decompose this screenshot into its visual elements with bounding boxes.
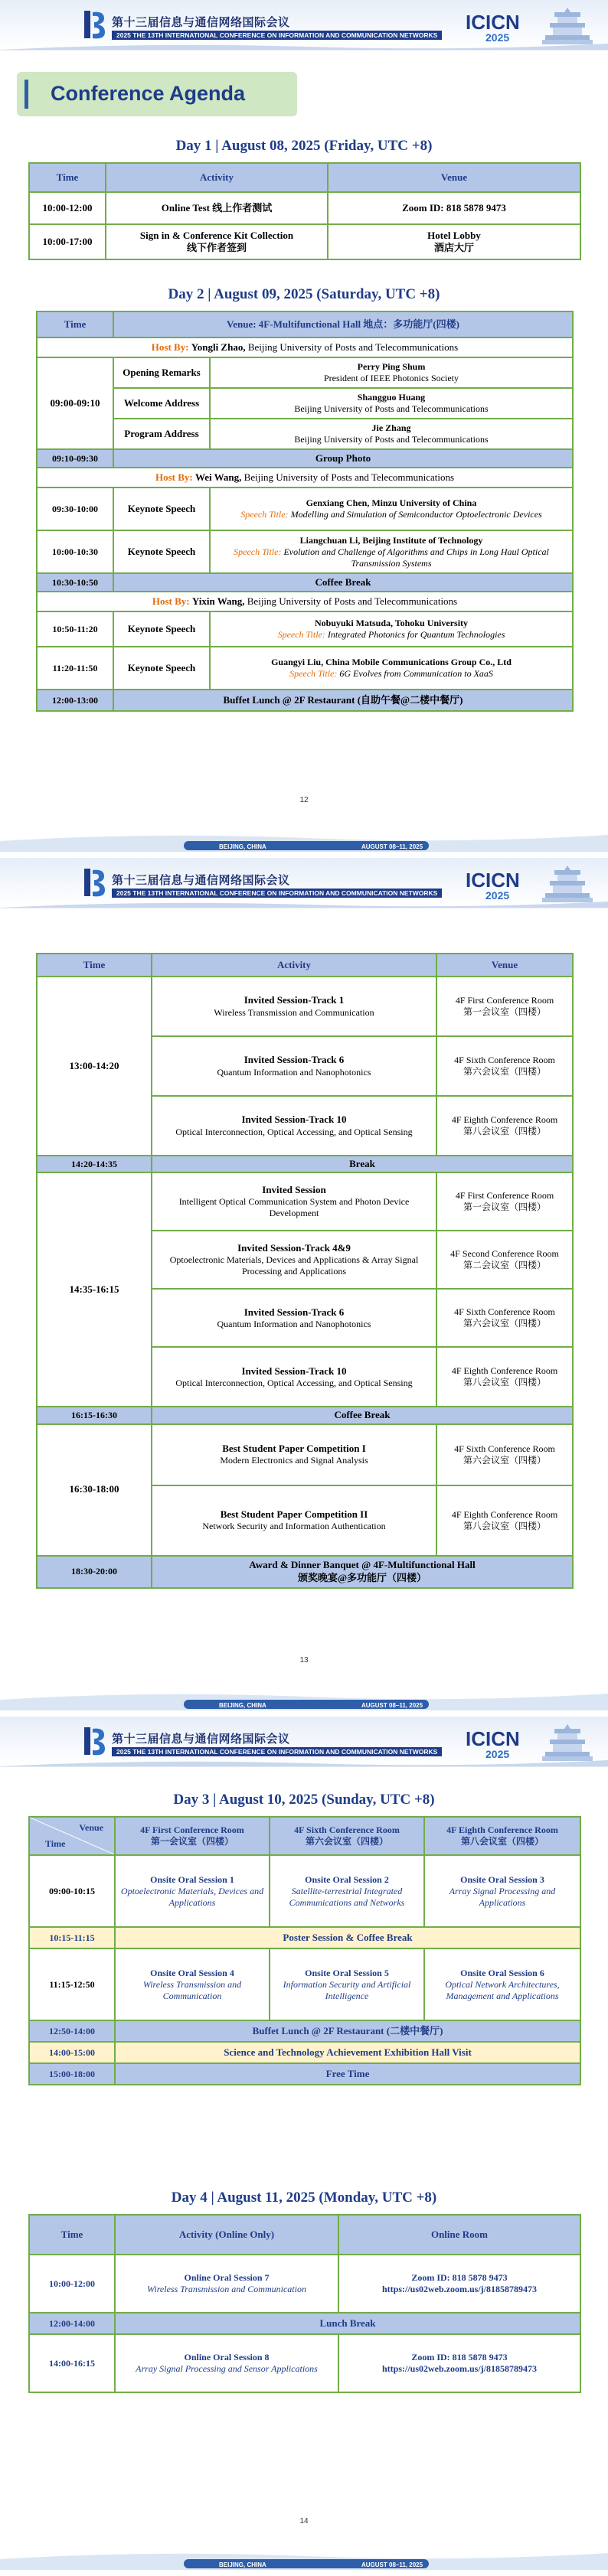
poster-session-row: Poster Session & Coffee Break [115, 1927, 580, 1948]
page-13 [0, 858, 608, 1717]
header-wave-decoration [0, 1759, 608, 1766]
dinner-text-cn: 颁奖晚宴@多功能厅（四楼） [297, 1571, 427, 1583]
session-cell [424, 1855, 580, 1927]
session-cell [152, 977, 436, 1036]
session-title: Invited Session-Track 4&9 [237, 1242, 351, 1254]
room-name-cn: 第一会议室（四楼） [150, 1836, 234, 1847]
time-cell: 12:00-14:00 [29, 2313, 115, 2334]
day2-heading: Day 2 | August 09, 2025 (Saturday, UTC +8) [168, 286, 440, 302]
speech-title-label: Speech Title: [240, 509, 289, 520]
col-activity: Activity [152, 954, 436, 977]
online-room-cell [338, 2255, 580, 2313]
venue-cell: Zoom ID: 818 5878 9473 [328, 192, 580, 224]
footer-wave-band [0, 2548, 608, 2570]
day2-morning-table [36, 311, 574, 712]
activity-cell: Online Test 线上作者测试 [106, 192, 328, 224]
room-name: 4F Sixth Conference Room [294, 1824, 400, 1835]
footer-wave-band [0, 830, 608, 852]
col-time: Time [29, 2215, 115, 2255]
page-header [0, 858, 608, 908]
col-venue: Venue [328, 163, 580, 192]
time-cell: 18:30-20:00 [37, 1556, 152, 1588]
header-english-title: 2025 THE 13TH INTERNATIONAL CONFERENCE ON INFORMATION AND COMMUNICATION NETWORKS [112, 889, 442, 898]
time-cell: 09:30-10:00 [37, 487, 113, 530]
venue-text-cn: 第八会议室（四楼） [463, 1520, 546, 1531]
zoom-link[interactable]: https://us02web.zoom.us/j/81858789473 [381, 2284, 537, 2294]
col-activity: Activity (Online Only) [115, 2215, 338, 2255]
page-12 [0, 0, 608, 858]
speech-title-label: Speech Title: [234, 546, 282, 557]
venue-text: 4F Sixth Conference Room [454, 1443, 555, 1454]
time-cell: 14:00-16:15 [29, 2334, 115, 2392]
venue-text-cn: 第六会议室（四楼） [463, 1066, 546, 1077]
icign-2025-logo [463, 866, 547, 902]
speaker-cell [210, 419, 573, 449]
host-affiliation: Beijing University of Posts and Telecommunications [247, 341, 459, 353]
venue-header: Venue: 4F-Multifunctional Hall 地点：多功能厅(四楼) [113, 311, 573, 337]
page-number: 14 [299, 2517, 309, 2525]
session-title: Invited Session-Track 6 [244, 1306, 345, 1318]
footer-dates: AUGUST 08–11, 2025 [361, 843, 423, 850]
session-title: Invited Session-Track 10 [241, 1114, 347, 1126]
header-wave-decoration [0, 42, 608, 50]
venue-cell [436, 977, 573, 1036]
zoom-id: Zoom ID: 818 5878 9473 [411, 2352, 508, 2362]
svg-text:2025: 2025 [485, 1748, 510, 1760]
speaker-affiliation: President of IEEE Photonics Society [324, 373, 459, 383]
venue-text: 4F Sixth Conference Room [454, 1306, 555, 1318]
speech-title: Evolution and Challenge of Algorithms and Chips in Long Haul Optical Transmission Systems [283, 546, 549, 569]
session-topic: Wireless Transmission and Communication [147, 2284, 306, 2294]
session-type: Opening Remarks [113, 357, 210, 388]
venue-text: 4F First Conference Room [455, 995, 554, 1006]
time-cell: 10:30-10:50 [37, 573, 113, 592]
host-row [37, 337, 573, 357]
lunch-row: Buffet Lunch @ 2F Restaurant (自助午餐@二楼中餐厅) [113, 690, 573, 711]
session-topic: Quantum Information and Nanophotonics [217, 1318, 371, 1329]
lunch-row: Buffet Lunch @ 2F Restaurant (二楼中餐厅) [115, 2020, 580, 2042]
venue-text: 4F Eighth Conference Room [451, 1365, 558, 1377]
session-topic: Optical Interconnection, Optical Accessing, and Optical Sensing [175, 1377, 413, 1388]
corner-time-label: Time [45, 1838, 66, 1849]
speaker-name: Shangguo Huang [357, 392, 426, 403]
speaker-cell [210, 487, 573, 530]
dinner-text: Award & Dinner Banquet @ 4F-Multifunctional Hall [249, 1559, 476, 1571]
session-title: Best Student Paper Competition I [222, 1442, 366, 1454]
session-cell [115, 1948, 270, 2020]
free-time-row: Free Time [115, 2063, 580, 2085]
footer-location: BEIJING, CHINA [219, 843, 266, 850]
session-title: Onsite Oral Session 5 [305, 1967, 389, 1978]
speaker-affiliation: Beijing University of Posts and Telecommunications [294, 434, 489, 445]
venue-text: 4F Eighth Conference Room [451, 1114, 558, 1125]
page-number: 13 [299, 1656, 309, 1665]
footer-dates: AUGUST 08–11, 2025 [361, 2561, 423, 2568]
session-topic: Information Security and Artificial Intelligence [283, 1978, 411, 2001]
venue-text-cn: 第八会议室（四楼） [463, 1377, 546, 1388]
icign-2025-logo [463, 8, 547, 44]
day2-afternoon-table [36, 953, 574, 1589]
time-cell: 10:00-17:00 [29, 224, 106, 259]
room-name-cn: 第八会议室（四楼） [460, 1836, 544, 1847]
speech-title: 6G Evolves from Communication to XaaS [339, 668, 493, 679]
header-chinese-title: 第十三届信息与通信网络国际会议 [112, 1732, 290, 1746]
header-english-title: 2025 THE 13TH INTERNATIONAL CONFERENCE ON INFORMATION AND COMMUNICATION NETWORKS [112, 31, 442, 40]
zoom-link[interactable]: https://us02web.zoom.us/j/81858789473 [381, 2363, 537, 2374]
venue-cell [436, 1172, 573, 1231]
session-topic: Network Security and Information Authentication [202, 1521, 386, 1532]
activity-cell [106, 224, 328, 259]
speaker-name: Jie Zhang [371, 422, 411, 433]
session-title: Invited Session-Track 10 [241, 1365, 347, 1377]
session-title: Invited Session-Track 6 [244, 1054, 345, 1066]
host-row [37, 468, 573, 487]
footer-location: BEIJING, CHINA [219, 1702, 266, 1709]
session-cell [152, 1289, 436, 1347]
agenda-title: Conference Agenda [51, 82, 246, 105]
session-cell [152, 1485, 436, 1556]
break-row: Break [152, 1156, 573, 1172]
session-topic: Wireless Transmission and Communication [142, 1978, 242, 2001]
conference-agenda-banner [17, 72, 297, 116]
exhibition-visit-row: Science and Technology Achievement Exhibition Hall Visit [115, 2042, 580, 2063]
col-time: Time [37, 954, 152, 977]
time-cell: 09:10-09:30 [37, 449, 113, 468]
venue-cell [436, 1036, 573, 1096]
time-cell: 11:20-11:50 [37, 647, 113, 690]
session-topic: Optical Interconnection, Optical Accessing, and Optical Sensing [175, 1126, 413, 1137]
footer-dates: AUGUST 08–11, 2025 [361, 1702, 423, 1709]
session-title: Online Oral Session 8 [184, 2352, 270, 2362]
corner-venue-label: Venue [79, 1822, 103, 1833]
session-type: Keynote Speech [113, 647, 210, 690]
session-topic: Satellite-terrestrial Integrated Communications and Networks [289, 1885, 405, 1908]
page-header [0, 1717, 608, 1767]
session-title: Invited Session [262, 1184, 326, 1196]
lunch-break-row: Lunch Break [115, 2313, 580, 2334]
temple-of-heaven-icon [541, 1721, 594, 1764]
host-affiliation: Beijing University of Posts and Telecommunications [247, 595, 458, 607]
time-cell: 14:20-14:35 [37, 1156, 152, 1172]
host-label: Host By: [155, 471, 193, 483]
session-title: Onsite Oral Session 3 [460, 1873, 544, 1885]
venue-cell [436, 1424, 573, 1485]
host-label: Host By: [151, 341, 189, 353]
venue-text-cn: 第六会议室（四楼） [463, 1318, 546, 1329]
room-header [424, 1817, 580, 1855]
speech-title-label: Speech Title: [289, 668, 338, 679]
room-name-cn: 第六会议室（四楼） [305, 1836, 388, 1847]
icign-2025-logo [463, 1724, 547, 1761]
conference-13-logo-icon [80, 866, 107, 899]
col-time: Time [37, 311, 113, 337]
speech-title: Modelling and Simulation of Semiconductor Optoelectronic Devices [290, 509, 542, 520]
room-header [115, 1817, 270, 1855]
header-chinese-title: 第十三届信息与通信网络国际会议 [112, 15, 290, 29]
speaker-name: Genxiang Chen, Minzu University of China [306, 497, 477, 508]
page-footer [0, 1686, 608, 1717]
svg-text:ICICN: ICICN [466, 1727, 520, 1750]
speaker-cell [210, 647, 573, 690]
banner-accent-bar [25, 80, 28, 109]
session-cell [152, 1231, 436, 1289]
session-topic: Quantum Information and Nanophotonics [217, 1066, 371, 1078]
session-topic: Array Signal Processing and Sensor Applications [136, 2363, 318, 2374]
host-name: Yixin Wang, [191, 595, 245, 607]
session-cell [152, 1347, 436, 1407]
session-cell [115, 2255, 338, 2313]
day4-heading: Day 4 | August 11, 2025 (Monday, UTC +8) [171, 2190, 437, 2206]
col-time: Time [29, 163, 106, 192]
session-cell [424, 1948, 580, 2020]
session-type: Keynote Speech [113, 530, 210, 573]
day4-table [28, 2214, 581, 2393]
venue-text-cn: 酒店大厅 [433, 242, 474, 253]
temple-of-heaven-icon [541, 862, 594, 905]
page-14 [0, 1717, 608, 2576]
venue-cell [436, 1289, 573, 1347]
col-activity: Activity [106, 163, 328, 192]
table-row [29, 224, 580, 259]
svg-text:2025: 2025 [485, 889, 510, 902]
speech-title-label: Speech Title: [277, 629, 325, 640]
session-topic: Intelligent Optical Communication System and Photon Device Development [178, 1196, 410, 1219]
session-title: Best Student Paper Competition II [220, 1508, 368, 1520]
speaker-name: Nobuyuki Matsuda, Tohoku University [314, 618, 469, 628]
room-name: 4F First Conference Room [140, 1824, 244, 1835]
venue-text: 4F First Conference Room [455, 1190, 554, 1202]
svg-text:ICICN: ICICN [466, 869, 520, 892]
time-cell: 12:00-13:00 [37, 690, 113, 711]
host-name: Yongli Zhao, [191, 341, 246, 353]
venue-text-cn: 第八会议室（四楼） [463, 1126, 546, 1136]
col-online-room: Online Room [338, 2215, 580, 2255]
online-room-cell [338, 2334, 580, 2392]
header-english-title: 2025 THE 13TH INTERNATIONAL CONFERENCE ON INFORMATION AND COMMUNICATION NETWORKS [112, 1747, 442, 1756]
conference-13-logo-icon [80, 1724, 107, 1758]
venue-text-cn: 第二会议室（四楼） [463, 1260, 546, 1271]
coffee-break-row: Coffee Break [113, 573, 573, 592]
page-header [0, 0, 608, 51]
conference-13-logo-icon [80, 8, 107, 41]
session-title: Onsite Oral Session 2 [305, 1873, 389, 1885]
speaker-name: Guangyi Liu, China Mobile Communications Group Co., Ltd [271, 657, 512, 667]
speech-title: Integrated Photonics for Quantum Technologies [327, 629, 505, 640]
time-cell: 10:00-10:30 [37, 530, 113, 573]
session-cell [152, 1172, 436, 1231]
speaker-cell [210, 611, 573, 647]
day3-heading: Day 3 | August 10, 2025 (Sunday, UTC +8) [173, 1792, 435, 1808]
page-footer [0, 2545, 608, 2576]
svg-text:ICICN: ICICN [466, 11, 520, 34]
speaker-cell [210, 357, 573, 388]
group-photo-row: Group Photo [113, 449, 573, 468]
speaker-name: Liangchuan Li, Beijing Institute of Technology [299, 534, 483, 546]
day1-heading: Day 1 | August 08, 2025 (Friday, UTC +8) [175, 138, 433, 154]
venue-text-cn: 第六会议室（四楼） [463, 1454, 546, 1466]
session-topic: Wireless Transmission and Communication [214, 1006, 374, 1018]
session-topic: Optical Network Architectures, Management and Applications [445, 1978, 560, 2001]
time-cell: 13:00-14:20 [37, 977, 152, 1156]
session-cell [152, 1424, 436, 1485]
time-cell: 16:15-16:30 [37, 1407, 152, 1423]
venue-text: Hotel Lobby [427, 229, 481, 241]
venue-cell [436, 1347, 573, 1407]
corner-header [29, 1817, 115, 1855]
time-cell: 12:50-14:00 [29, 2020, 115, 2042]
page-footer [0, 827, 608, 858]
activity-text-cn: 线下作者签到 [186, 242, 247, 253]
speaker-cell [210, 388, 573, 419]
venue-cell [328, 224, 580, 259]
time-cell: 09:00-09:10 [37, 357, 113, 449]
session-title: Onsite Oral Session 6 [460, 1967, 544, 1978]
venue-cell [436, 1096, 573, 1156]
time-cell: 11:15-12:50 [29, 1948, 115, 2020]
host-row [37, 592, 573, 611]
table-row [29, 192, 580, 224]
header-chinese-title: 第十三届信息与通信网络国际会议 [112, 873, 290, 887]
room-name: 4F Eighth Conference Room [446, 1824, 558, 1835]
time-cell: 10:15-11:15 [29, 1927, 115, 1948]
session-topic: Array Signal Processing and Applications [449, 1885, 556, 1908]
session-topic: Optoelectronic Materials, Devices and Applications & Array Signal Processing and Applications [169, 1254, 419, 1277]
time-cell: 15:00-18:00 [29, 2063, 115, 2085]
session-cell [270, 1855, 424, 1927]
zoom-id: Zoom ID: 818 5878 9473 [411, 2272, 508, 2283]
session-cell [152, 1036, 436, 1096]
host-label: Host By: [152, 595, 190, 607]
session-title: Onsite Oral Session 4 [150, 1967, 234, 1978]
day3-table [28, 1816, 581, 2085]
svg-text:2025: 2025 [485, 31, 510, 44]
dinner-row [152, 1556, 573, 1588]
host-name: Wei Wang, [194, 471, 242, 483]
session-cell [115, 2334, 338, 2392]
page-number: 12 [299, 796, 309, 804]
room-header [270, 1817, 424, 1855]
session-title: Invited Session-Track 1 [244, 994, 345, 1006]
session-type: Keynote Speech [113, 611, 210, 647]
col-venue: Venue [436, 954, 573, 977]
venue-cell [436, 1485, 573, 1556]
header-wave-decoration [0, 900, 608, 908]
time-cell: 09:00-10:15 [29, 1855, 115, 1927]
session-topic: Optoelectronic Materials, Devices and Applications [120, 1885, 264, 1908]
speaker-affiliation: Beijing University of Posts and Telecommunications [294, 403, 489, 414]
session-cell [270, 1948, 424, 2020]
session-type: Welcome Address [113, 388, 210, 419]
session-title: Onsite Oral Session 1 [150, 1873, 234, 1885]
venue-text: 4F Second Conference Room [450, 1248, 559, 1260]
footer-location: BEIJING, CHINA [219, 2561, 266, 2568]
session-type: Keynote Speech [113, 487, 210, 530]
session-topic: Modern Electronics and Signal Analysis [220, 1455, 368, 1466]
session-title: Online Oral Session 7 [184, 2272, 270, 2283]
speaker-cell [210, 530, 573, 573]
venue-text-cn: 第一会议室（四楼） [463, 1202, 546, 1213]
venue-text: 4F Eighth Conference Room [451, 1508, 558, 1520]
venue-cell [436, 1231, 573, 1289]
time-cell: 16:30-18:00 [37, 1424, 152, 1556]
time-cell: 14:35-16:15 [37, 1172, 152, 1407]
time-cell: 14:00-15:00 [29, 2042, 115, 2063]
day1-table [28, 162, 581, 260]
host-affiliation: Beijing University of Posts and Telecommunications [244, 471, 455, 483]
speaker-name: Perry Ping Shum [357, 361, 426, 372]
activity-text: Sign in & Conference Kit Collection [139, 229, 294, 241]
time-cell: 10:50-11:20 [37, 611, 113, 647]
time-cell: 10:00-12:00 [29, 192, 106, 224]
venue-text-cn: 第一会议室（四楼） [463, 1006, 546, 1017]
session-type: Program Address [113, 419, 210, 449]
session-cell [152, 1096, 436, 1156]
coffee-break-row: Coffee Break [152, 1407, 573, 1423]
time-cell: 10:00-12:00 [29, 2255, 115, 2313]
venue-text: 4F Sixth Conference Room [454, 1055, 555, 1065]
session-cell [115, 1855, 270, 1927]
footer-wave-band [0, 1689, 608, 1710]
temple-of-heaven-icon [541, 5, 594, 47]
